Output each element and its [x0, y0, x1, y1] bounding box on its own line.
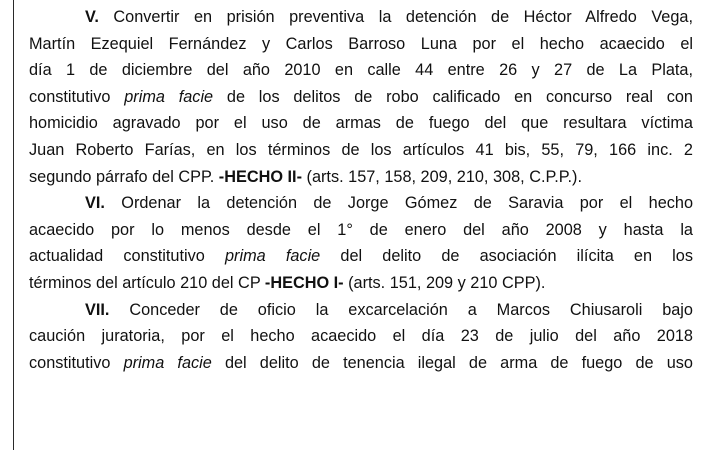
text-line: Juan Roberto Farías, en los términos de los artículos 41 bis, 55, 79, 166 inc. 2 — [29, 140, 693, 159]
text-line: Martín Ezequiel Fernández y Carlos Barroso Luna por el hecho acaecido el — [29, 34, 693, 53]
text-line: acaecido por lo menos desde el 1° de enero del año 2008 y hasta la — [29, 220, 693, 239]
hecho-label: -HECHO II- — [218, 167, 302, 186]
paragraph-v — [29, 4, 693, 190]
text-line: términos del artículo 210 del CP -HECHO I- (arts. 151, 209 y 210 CPP). — [29, 273, 546, 292]
italic-term: prima facie — [123, 353, 212, 372]
text-line: actualidad constitutivo prima facie del delito de asociación ilícita en los — [29, 247, 693, 266]
text-line: V. Convertir en prisión preventiva la detención de Héctor Alfredo Vega, — [85, 8, 693, 26]
text-line: segundo párrafo del CPP. -HECHO II- (arts. 157, 158, 209, 210, 308, C.P.P.). — [29, 167, 582, 186]
paragraph-numeral: VI. — [85, 194, 105, 213]
document-body — [29, 4, 693, 376]
hecho-label: -HECHO I- — [264, 273, 344, 292]
italic-term: prima facie — [124, 87, 214, 106]
italic-term: prima facie — [224, 247, 321, 266]
text-line: VII. Conceder de oficio la excarcelación a Marcos Chiusaroli bajo — [85, 300, 693, 319]
text-line: homicidio agravado por el uso de armas de fuego del que resultara víctima — [29, 114, 693, 133]
paragraph-vii — [29, 297, 693, 377]
text-line: día 1 de diciembre del año 2010 en calle 44 entre 26 y 27 de La Plata, — [29, 61, 693, 80]
text-line: constitutivo prima facie de los delitos de robo calificado en concurso real con — [29, 87, 693, 106]
text-line: caución juratoria, por el hecho acaecido el día 23 de julio del año 2018 — [29, 327, 693, 346]
paragraph-vi — [29, 190, 693, 296]
paragraph-numeral: VII. — [85, 300, 110, 319]
paragraph-numeral: V. — [85, 8, 99, 26]
text-line: VI. Ordenar la detención de Jorge Gómez de Saravia por el hecho — [85, 194, 693, 213]
text-line: constitutivo prima facie del delito de tenencia ilegal de arma de fuego de uso — [29, 353, 693, 372]
page-margin-line — [13, 0, 14, 450]
